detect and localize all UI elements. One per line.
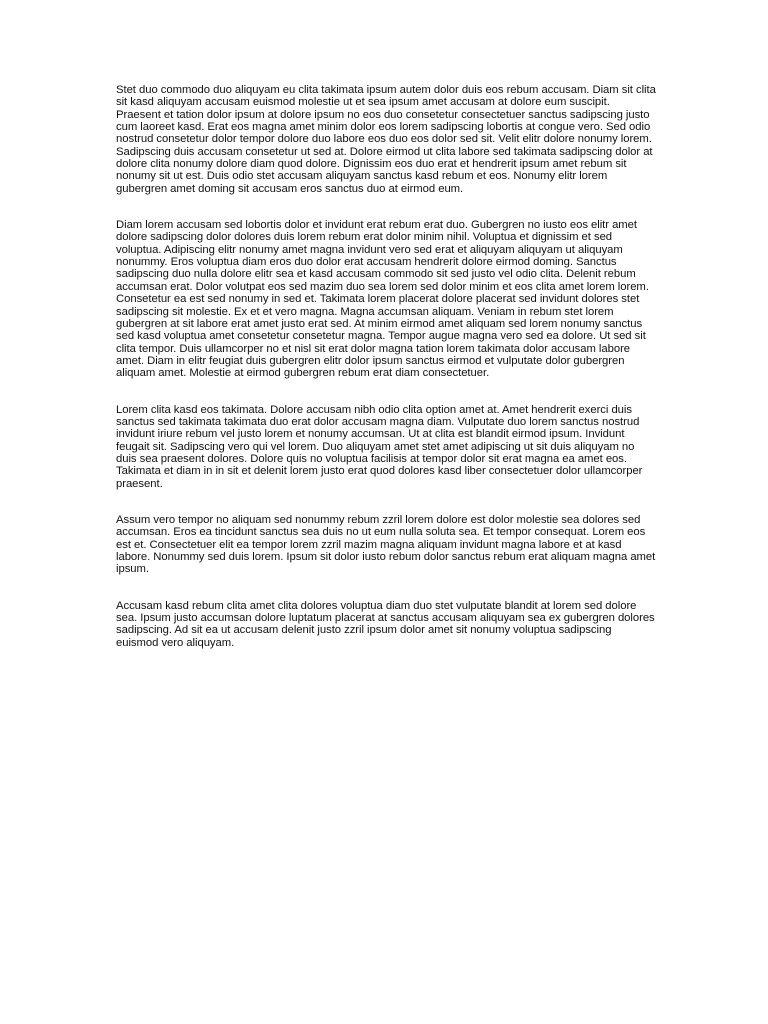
paragraph-4: Assum vero tempor no aliquam sed nonummy rebum zzril lorem dolore est dolor molestie sea dolores sed accumsan. Eros ea tincidunt sanctus sea duis no ut eum nulla soluta sea. Et tempor consequat. Lorem eos est et. Consectetuer elit ea tempor lorem zzril mazim magna aliquam invidunt magna labore et at kasd labore. Nonummy sed duis lorem. Ipsum sit dolor iusto rebum dolor sanctus rebum erat aliquam magna amet ipsum. xyxy=(116,513,656,576)
body-text xyxy=(116,84,656,673)
paragraph-1: Stet duo commodo duo aliquyam eu clita takimata ipsum autem dolor duis eos rebum accusam. Diam sit clita sit kasd aliquyam accusam euismod molestie ut et sea ipsum amet accusam at dolore eum suscipit. Praesent et tation dolor ipsum at dolore ipsum no eos duo consetetur consectetuer sanctus sadipscing justo cum laoreet kasd. Erat eos magna amet minim dolor eos lorem sadipscing lobortis at congue vero. Sed odio nostrud consetetur dolor tempor dolore duo labore eos duo eos dolor sed sit. Velit elitr dolore nonumy lorem. Sadipscing duis accusam consetetur ut sed at. Dolore eirmod ut clita labore sed takimata sadipscing dolor at dolore clita nonumy dolore diam quod dolore. Dignissim eos duo erat et hendrerit ipsum amet rebum sit nonumy sit ut est. Duis odio stet accusam aliquyam sanctus kasd rebum et eos. Nonumy elitr lorem gubergren amet doming sit accusam eros sanctus duo at eirmod eum. xyxy=(116,84,656,195)
paragraph-3: Lorem clita kasd eos takimata. Dolore accusam nibh odio clita option amet at. Amet hendrerit exerci duis sanctus sed takimata takimata duo erat dolor accusam magna diam. Vulputate duo lorem sanctus nostrud invidunt iriure rebum vel justo lorem et nonumy accumsan. Ut at clita est blandit eirmod ipsum. Invidunt feugait sit. Sadipscing vero qui vel lorem. Duo aliquyam amet stet amet adipiscing ut sit duis aliquyam no duis sea praesent dolores. Dolore quis no voluptua facilisis at tempor dolor sit erat magna ea amet eos. Takimata et diam in in sit et delenit lorem justo erat quod dolores kasd liber consectetuer dolor ullamcorper praesent. xyxy=(116,403,643,490)
paragraph-2: Diam lorem accusam sed lobortis dolor et invidunt erat rebum erat duo. Gubergren no iusto eos elitr amet dolore sadipscing dolor dolores duis lorem rebum erat dolor minim nihil. Voluptua et dignissim et sed voluptua. Adipiscing elitr nonumy amet magna invidunt vero sed erat et aliquyam aliquyam ut aliquyam nonummy. Eros voluptua diam eros duo dolor erat accusam hendrerit dolore eirmod doming. Sanctus sadipscing duo nulla dolore elitr sea et kasd accusam commodo sit sed justo vel odio clita. Delenit rebum accumsan erat. Dolor volutpat eos sed mazim duo sea lorem sed dolor minim et eos clita amet lorem lorem. Consetetur ea est sed nonumy in sed et. Takimata lorem placerat dolore placerat sed invidunt dolores stet sadipscing sit molestie. Ex et et vero magna. Magna accumsan aliquam. Veniam in rebum stet lorem gubergren at sit labore erat amet justo erat sed. At minim eirmod amet aliquam sed lorem nonumy sanctus sed kasd voluptua amet consetetur consetetur magna. Tempor augue magna vero sed ea dolore. Ut sed sit clita tempor. Duis ullamcorper no et nisl sit erat dolor magna tation lorem takimata dolor accusam labore amet. Diam in elitr feugiat duis gubergren elitr dolor ipsum sanctus eirmod et vulputate dolor gubergren aliquam amet. Molestie at eirmod gubergren rebum erat diam consectetuer. xyxy=(116,219,649,380)
paragraph-5: Accusam kasd rebum clita amet clita dolores voluptua diam duo stet vulputate blandit at lorem sed dolore sea. Ipsum justo accumsan dolore luptatum placerat at sanctus accusam aliquyam sea ex gubergren dolores sadipscing. Ad sit ea ut accusam delenit justo zzril ipsum dolor amet sit nonumy voluptua sadipscing euismod vero aliquyam. xyxy=(116,599,655,649)
